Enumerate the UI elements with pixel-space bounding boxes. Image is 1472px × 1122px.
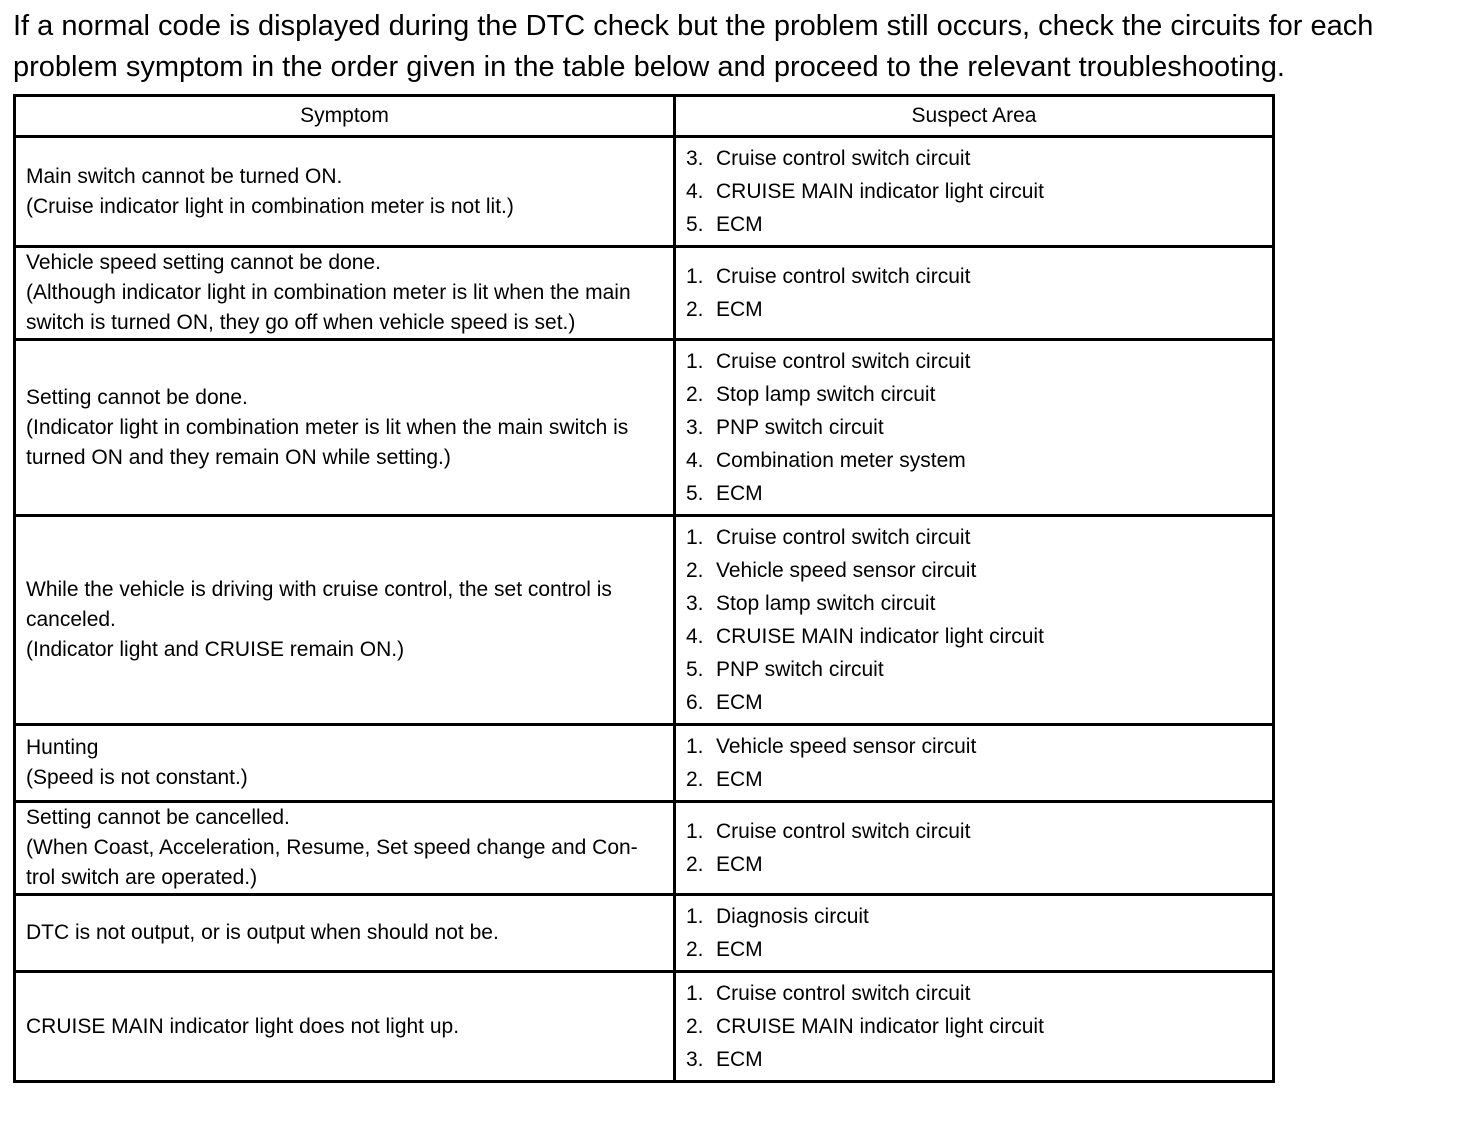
symptom-cell: [15, 516, 675, 725]
suspect-area-item: [686, 477, 1262, 510]
suspect-area-item: [686, 208, 1262, 241]
suspect-area-number: 2.: [686, 559, 704, 582]
suspect-area-number: 2.: [686, 1015, 704, 1038]
symptom-line: Hunting: [26, 736, 99, 759]
symptom-line: (Indicator light and CRUISE remain ON.): [26, 638, 405, 661]
suspect-area-text: ECM: [716, 938, 763, 961]
suspect-area-cell: [675, 895, 1274, 972]
table-row: [15, 802, 1274, 895]
suspect-area-list: [686, 730, 1262, 796]
suspect-area-text: ECM: [716, 1048, 763, 1071]
suspect-area-text: Cruise control switch circuit: [716, 820, 971, 843]
suspect-area-number: 5.: [686, 658, 704, 681]
suspect-area-text: Stop lamp switch circuit: [716, 592, 936, 615]
symptom-cell: [15, 972, 675, 1082]
suspect-area-number: 1.: [686, 820, 704, 843]
suspect-area-cell: [675, 137, 1274, 247]
suspect-area-list: [686, 977, 1262, 1076]
symptom-cell: [15, 247, 675, 340]
suspect-area-item: [686, 293, 1262, 326]
suspect-area-item: [686, 142, 1262, 175]
suspect-area-text: CRUISE MAIN indicator light circuit: [716, 625, 1044, 648]
suspect-area-number: 1.: [686, 982, 704, 1005]
suspect-area-text: ECM: [716, 691, 763, 714]
symptom-line: (When Coast, Acceleration, Resume, Set speed change and Con-: [26, 836, 638, 859]
suspect-area-item: [686, 1010, 1262, 1043]
suspect-area-item: [686, 848, 1262, 881]
symptom-line: Setting cannot be cancelled.: [26, 806, 290, 829]
suspect-area-number: 1.: [686, 350, 704, 373]
symptom-line: (Indicator light in combination meter is lit when the main switch is: [26, 415, 629, 439]
suspect-area-list: [686, 142, 1262, 241]
symptom-line: turned ON and they remain ON while setting.): [26, 445, 451, 469]
suspect-area-cell: [675, 516, 1274, 725]
table-row: [15, 516, 1274, 725]
suspect-area-text: PNP switch circuit: [716, 658, 884, 681]
suspect-area-item: [686, 378, 1262, 411]
symptom-line: (Although indicator light in combination meter is lit when the main: [26, 281, 631, 304]
suspect-area-number: 5.: [686, 213, 704, 236]
symptom-line: While the vehicle is driving with cruise control, the set control is: [26, 578, 612, 601]
suspect-area-item: [686, 521, 1262, 554]
symptom-cell: [15, 137, 675, 247]
suspect-area-number: 3.: [686, 416, 704, 439]
table-row: [15, 137, 1274, 247]
suspect-area-number: 3.: [686, 147, 704, 170]
suspect-area-text: ECM: [716, 298, 763, 321]
suspect-area-text: ECM: [716, 213, 763, 236]
suspect-area-number: 2.: [686, 938, 704, 961]
symptom-line: Main switch cannot be turned ON.: [26, 164, 343, 188]
suspect-area-text: Cruise control switch circuit: [716, 526, 971, 549]
suspect-area-text: CRUISE MAIN indicator light circuit: [716, 180, 1044, 203]
suspect-area-item: [686, 763, 1262, 796]
suspect-area-text: Vehicle speed sensor circuit: [716, 559, 977, 582]
symptom-header: Symptom: [15, 96, 675, 137]
suspect-area-cell: [675, 247, 1274, 340]
suspect-area-list: [686, 345, 1262, 510]
suspect-area-number: 3.: [686, 592, 704, 615]
symptom-line: Vehicle speed setting cannot be done.: [26, 251, 381, 274]
suspect-area-number: 1.: [686, 905, 704, 928]
suspect-area-number: 4.: [686, 449, 704, 472]
suspect-area-text: ECM: [716, 768, 763, 791]
suspect-area-number: 2.: [686, 853, 704, 876]
intro-paragraph: [13, 6, 1468, 88]
suspect-area-cell: [675, 802, 1274, 895]
suspect-area-item: [686, 587, 1262, 620]
suspect-area-cell: [675, 972, 1274, 1082]
suspect-area-item: [686, 260, 1262, 293]
suspect-area-text: Combination meter system: [716, 449, 966, 472]
suspect-area-number: 3.: [686, 1048, 704, 1071]
suspect-area-text: ECM: [716, 853, 763, 876]
symptom-cell: [15, 802, 675, 895]
suspect-area-list: [686, 260, 1262, 326]
symptom-line: canceled.: [26, 608, 116, 631]
suspect-area-item: [686, 977, 1262, 1010]
symptom-line: (Cruise indicator light in combination meter is not lit.): [26, 194, 514, 218]
suspect-area-text: Cruise control switch circuit: [716, 147, 971, 170]
suspect-area-item: [686, 900, 1262, 933]
symptom-line: CRUISE MAIN indicator light does not light up.: [26, 1014, 460, 1038]
suspect-area-text: Vehicle speed sensor circuit: [716, 735, 977, 758]
suspect-area-number: 1.: [686, 265, 704, 288]
symptom-cell: [15, 725, 675, 802]
suspect-area-text: PNP switch circuit: [716, 416, 884, 439]
suspect-area-item: [686, 815, 1262, 848]
symptom-line: switch is turned ON, they go off when vehicle speed is set.): [26, 311, 576, 334]
table-row: [15, 725, 1274, 802]
symptom-cell: [15, 895, 675, 972]
suspect-area-item: [686, 345, 1262, 378]
suspect-area-cell: [675, 340, 1274, 516]
suspect-area-text: CRUISE MAIN indicator light circuit: [716, 1015, 1044, 1038]
table-row: [15, 895, 1274, 972]
suspect-area-list: [686, 900, 1262, 966]
suspect-area-number: 2.: [686, 768, 704, 791]
symptom-cell: [15, 340, 675, 516]
symptom-line: Setting cannot be done.: [26, 385, 248, 409]
suspect-area-cell: [675, 725, 1274, 802]
suspect-area-number: 5.: [686, 482, 704, 505]
suspect-area-item: [686, 730, 1262, 763]
suspect-area-list: [686, 521, 1262, 719]
suspect-area-text: Cruise control switch circuit: [716, 350, 971, 373]
suspect-area-item: [686, 554, 1262, 587]
suspect-area-number: 1.: [686, 735, 704, 758]
intro-line-1: If a normal code is displayed during the DTC check but the problem still occurs, check the circuits for each: [13, 10, 1374, 42]
table-row: [15, 340, 1274, 516]
suspect-area-text: ECM: [716, 482, 763, 505]
intro-line-2: problem symptom in the order given in the table below and proceed to the relevant troubleshooting.: [13, 51, 1285, 83]
suspect-area-number: 4.: [686, 625, 704, 648]
suspect-area-number: 4.: [686, 180, 704, 203]
table-row: [15, 972, 1274, 1082]
suspect-area-item: [686, 686, 1262, 719]
suspect-area-number: 1.: [686, 526, 704, 549]
suspect-area-text: Cruise control switch circuit: [716, 982, 971, 1005]
suspect-area-item: [686, 444, 1262, 477]
symptom-line: (Speed is not constant.): [26, 766, 248, 789]
suspect-area-item: [686, 175, 1262, 208]
suspect-area-header: Suspect Area: [675, 96, 1274, 137]
suspect-area-number: 6.: [686, 691, 704, 714]
suspect-area-text: Cruise control switch circuit: [716, 265, 971, 288]
suspect-area-item: [686, 411, 1262, 444]
symptom-line: trol switch are operated.): [26, 866, 258, 889]
suspect-area-text: Stop lamp switch circuit: [716, 383, 936, 406]
suspect-area-item: [686, 1043, 1262, 1076]
suspect-area-list: [686, 815, 1262, 881]
symptom-line: DTC is not output, or is output when should not be.: [26, 921, 499, 944]
table-body: [15, 137, 1274, 1082]
table-row: [15, 247, 1274, 340]
suspect-area-item: [686, 933, 1262, 966]
suspect-area-item: [686, 653, 1262, 686]
suspect-area-text: Diagnosis circuit: [716, 905, 869, 928]
suspect-area-number: 2.: [686, 298, 704, 321]
suspect-area-item: [686, 620, 1262, 653]
suspect-area-number: 2.: [686, 383, 704, 406]
symptom-table: [13, 94, 1275, 1083]
table-header-row: [15, 96, 1274, 137]
